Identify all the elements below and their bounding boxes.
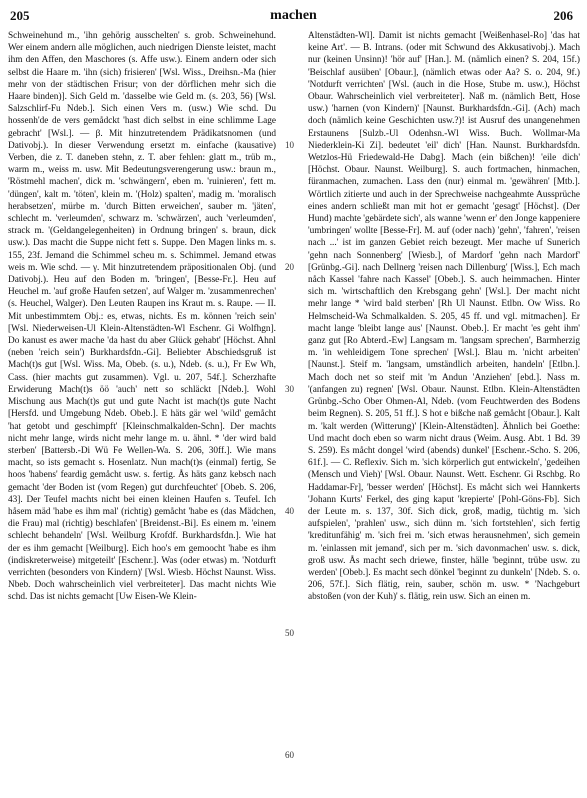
right-column [308, 30, 580, 790]
right-page-number: 206 [553, 8, 573, 23]
running-headword: machen [270, 8, 317, 23]
line-number: 50 [285, 628, 294, 638]
line-number: 10 [285, 140, 294, 150]
line-number: 40 [285, 506, 294, 516]
right-column-text: Altenstädten-Wl]. Damit ist nichts gemacht [Weißenhasel-Ro] 'das hat keine Art'. — B. Intrans. (oder mit Schwund des Akkusativobj.). Mach nur (keinen Unsinn)! 'hör auf' [Han.]. M. (nämlich einen? S. 204, 15f.) 'Beischlaf ausüben' [Obaur.], (nämlich etwas oder Aa? S. o. 204, 9f.) 'Notdurft verrichten' [Wsl. (auch in die Hose, Stube m. usw.), Höchst Obaur. Wahrscheinlich viel verbreiteter]. Naß m. (nämlich Bett, Hose usw.) 'harnen (von Kindern)' [Naunst. Burkhardsfdn.-Gi]. (Ach) mach doch (nämlich keine Geschichten usw.?)! ist Ausruf des unangenehmen Erstaunens [Sulzb.-Ul Odenhsn.-Wl Wiss. Buch. Wollmar-Ma Niederklein-Ki Zi]. bedeutet 'eil' dich' [Han. Naunst. Burkhardsfdn. Wetzlos-Hü Friedewald-He Dabg]. Mach (ein bißchen)! 'eile dich' [Höchst. Obaur. Naunst. Weilburg]. S. auch fortmachen, hinmachen, füranmachen, zumachen. Lass den (nur) einmal m. 'gewähren' [Mtb.]. Wörtlich zitierte und auch in der Sprechweise nachgeahmte Aussprüche eines andern schließt man mit hot er gemacht 'gesagt' [Höchst]. (Der Hund) machte 'gebärdete sich', als wanne 'wenn er' den Jonge kappeniere 'umbringen' wollte [Besse-Fr]. M. auf (oder nach) 'gehn', 'fahren', 'reisen nach ...' ist im ganzen Gebiet reich bezeugt. Mer mache uf Sunerich 'gehn nach Sonnenberg' [Wiesb.], of Mardorf 'gehn nach Mardorf' [Grünbg.-Gi]. nach Dellnerg 'reisen nach Dillenburg' [Wiss.], Ech mach nåch Kassel 'fahre nach Kassel' [Obeb.]. S. auch heimmachen. Hinter sich m. 'wirtschaftlich den Krebsgang gehn' [Wsl.]. Der macht nicht mehr lange * 'wird bald sterben' [Rh Ul Naunst. Etlbn. Ow Wiss. Ro Helmscheid-Wa Schmalkalden. S. 205, 45 ff. und vgl. mitmachen]. Er macht lange 'bleibt lange aus' [Naunst. Obeb.]. Er macht 'es geht ihm' ganz gut [Ro Abterd.-Ew] Langsam m. 'langsam sprechen', Barmherzig m. 'in wehleidigem Tone sprechen' [Wsl.]. Blau m. 'nicht arbeiten' [Naunst.]. Steif m. 'langsam, umständlich arbeiten, handeln' [Etlbn.]. Mach doch net so steif mit 'm Andun 'Anziehen' [ebd.]. Nass m. '(anfangen zu) regnen' [Wsl. Obaur. Naunst. Etlbn. Klein-Altenstädten Grünbg.-Scho Ober Ohmen-Al, Ndeb. (vom Feuchtwerden des Bodens beim Regnen). S. 205, 51 ff.]. S hot e bißche naß gemåcht [Obaur.]. Kalt m. 'kalt werden (Witterung)' [Klein-Altenstädten]. Ähnlich bei Goethe: Und macht doch eben so warm nicht draus (Weim. Ausg. Abt. 1 Bd. 39 S. 259). Es måcht dongel 'wird (abends) dunkel' [Eschenr.-Scho. S. 206, 61f.]. — C. Reflexiv. Sich m. 'sich körperlich gut entwickeln', 'gedeihen (Mensch und Vieh)' [Wsl. Obaur. Naunst. Wett. Eschenr. Gi Rschbg. Ro Haddamar-Fr], 'besser werden' [Höchst]. Es måcht sich wei Hannkerts 'Johann Kurts' Ferkel, des ging kaput 'krepierte' [Pohl-Göns-Fb]. Sich der Leute m. s. 137, 30f. Sich dick, groß, madig, tüchtig m. 'sich aufspielen', 'prahlen' usw., sich dünn m. 'sich fortstehlen', sich fertig 'kreditunfähig' m. 'sich frei m. 'sich etwas herausnehmen', sich gemein m. 'einlassen mit jemand', sich per m. 'sich davonmachen' usw. s. dick, groß usw. Ås macht sech driewe, finster, hälle 'beginnt, trübe usw. zu werden' [Obeb.]. Es macht sech dönkel 'beginnt zu dunkeln' [Ndeb. S. o. 206, 57f.]. Sich flätig, rein, sauber, schön m. usw. * 'Nachgeburt abstoßen (von der Kuh)' s. flätig, rein usw. Sich an einen m. [308, 31, 580, 603]
left-column [8, 30, 276, 790]
left-column-text: Schweinehund m., 'ihn gehörig ausschelten' s. grob. Schweinehund. Wer einem andern alle möglichen, auch niedrigen Dienste leistet, macht ihm den Affen, den Maschores (s. Affe usw.). Einem andern oder sich selbst die Haare m. 'ihn (sich) frisieren' [Wsl. Wiss., Dreihsn.-Ma (hier mehr von der städtischen Frisur; von der dörflichen mehr sich die Haare binden)]. Sich Geld m. 'dasselbe wie Geld m. (s. 203, 56) [Wsl. Salzschlirf-Fu Ndeb.]. Sich einen Vers m. (usw.) Wie schd. Du hossenh'de de vers gemådckt 'hast dich selbst in eine schlimme Lage gebracht' [Wsl.]. — β. Mit hinzutretendem Prädikatsnomen (und Dativobj.). In dieser Verwendung ersetzt m. einfache (kausative) Verben, die z. T. daneben stehn, z. T. aber fehlen: glatt m., trüb m., warm m., weiss m. usw. Mit Bedeutungsverengerung usw.: braun m., 'Röstmehl machen', dick m. 'schwängern', eben m. 'ruinieren', fett m. 'düngen', kalt m. 'töten', klein m. '(Holz) spalten', madig m. 'moralisch herabsetzen', mürbe m. 'durch Bitten erweichen', sauber m. 'jäten', schlecht m. 'verleumden', schwarz m. 'schwärzen', auch 'verleumden', strack m. '(Geldangelegenheiten) in Ordnung bringen' s. braun, dick usw.). Das macht die Suppe nicht fett s. Suppe. Den Magen links m. s. 155, 23f. Jemand die Schimmel scheu m. s. Schimmel. Jemand etwas weis m. Wie schd. — γ. Mit hinzutretendem präpositionalen Obj. (und Dativobj.). Heu auf den Boden m. 'bringen', [Besse-Fr.]. Heu auf Heuchel m. 'auf große Haufen setzen', auf Walger m. 'zusammenrechen' (s. Heuchel, Walger). Den Leuten Raupen ins Kraut m. s. Raupe. — II. Mit unbestimmtem Obj.: es, etwas, nichts. Es m. können 'reich sein' [Wsl. Niederweisen-Ul Klein-Altenstädten-Wl Eschenr. Gi Wolfhgn]. Do kanust es awer mache 'da hast du aber Glück gehabt' [Höchst. Ahnl (neben 'reich sein') Burkhardsfdn.-Gi]. Beliebter Abschiedsgruß ist Mach(t)s gut [Wsl. Wiss. Ma, Obeb. (s. u.), Ndeb. (s. u.), Fr Ew Wh, Cass. (hier machts gut zusammen). Vgl. u. 207, 54f.]. Scherzhafte Erwiderung Mach(t)s öö 'auch' nett so schläckt [Ndeb.]. Wohl Mischung aus Mach(t)s gut und gute Nacht ist mach(t)s gute Nacht [Hersfd. und Umgebung Ndeb. Obeb.]. E häts gär wel 'wild' gemåcht 'hat getobt und geschimpft' [Kleinschmalkalden-Schn]. Der machts nicht mehr lange, wirds nicht mehr lange m. u. ähnl. * 'der wird bald sterben' [Battersb.-Di Wü Fe Wellen-Wa. S. 206, 30ff.]. Wie mans macht, so ists gemacht s. Hosenlatz. Nun mach(t)s (einmal) fertig, Se hoos 'habens' feardig gemåcht usw. s. fertig. Ås häts ganz kebsch nach gemacht 'der Boden ist (vom Regen) gut durchfeuchtet' [Obeb. S. 206, 43]. Der Teufel machts nicht bei einen kleinen Haufen s. Teufel. Ich håsem mäd 'habe es ihm mal' (richtig) gemåcht 'habe es (das Mädchen, die Frau) mal (richtig) beschlafen' [Breidenst.-Bi]. Es einem m. 'einem schlecht behandeln' [Wsl. Weilburg Krofdf. Burkhardsfdn.]. Wie hat der es ihm gemacht [Weilburg]. Eich hoo's em gemoocht 'habe es ihm (indiskreterweise) mitgeteilt' [Eschenr.]. Was (oder etwas) m. 'Notdurft verrichten (besonders von Kindern)' [Wsl. Wiesb. Höchst Naunst. Wiss. Nbeb. Doch wahrscheinlich viel verbreiteter]. Das macht nichts Wie schd. Das ist nichts gemacht [Uw Eisen-We Klein- [8, 31, 276, 603]
line-number: 30 [285, 384, 294, 394]
line-number: 20 [285, 262, 294, 272]
left-page-number: 205 [10, 8, 30, 23]
line-number: 60 [285, 750, 294, 760]
